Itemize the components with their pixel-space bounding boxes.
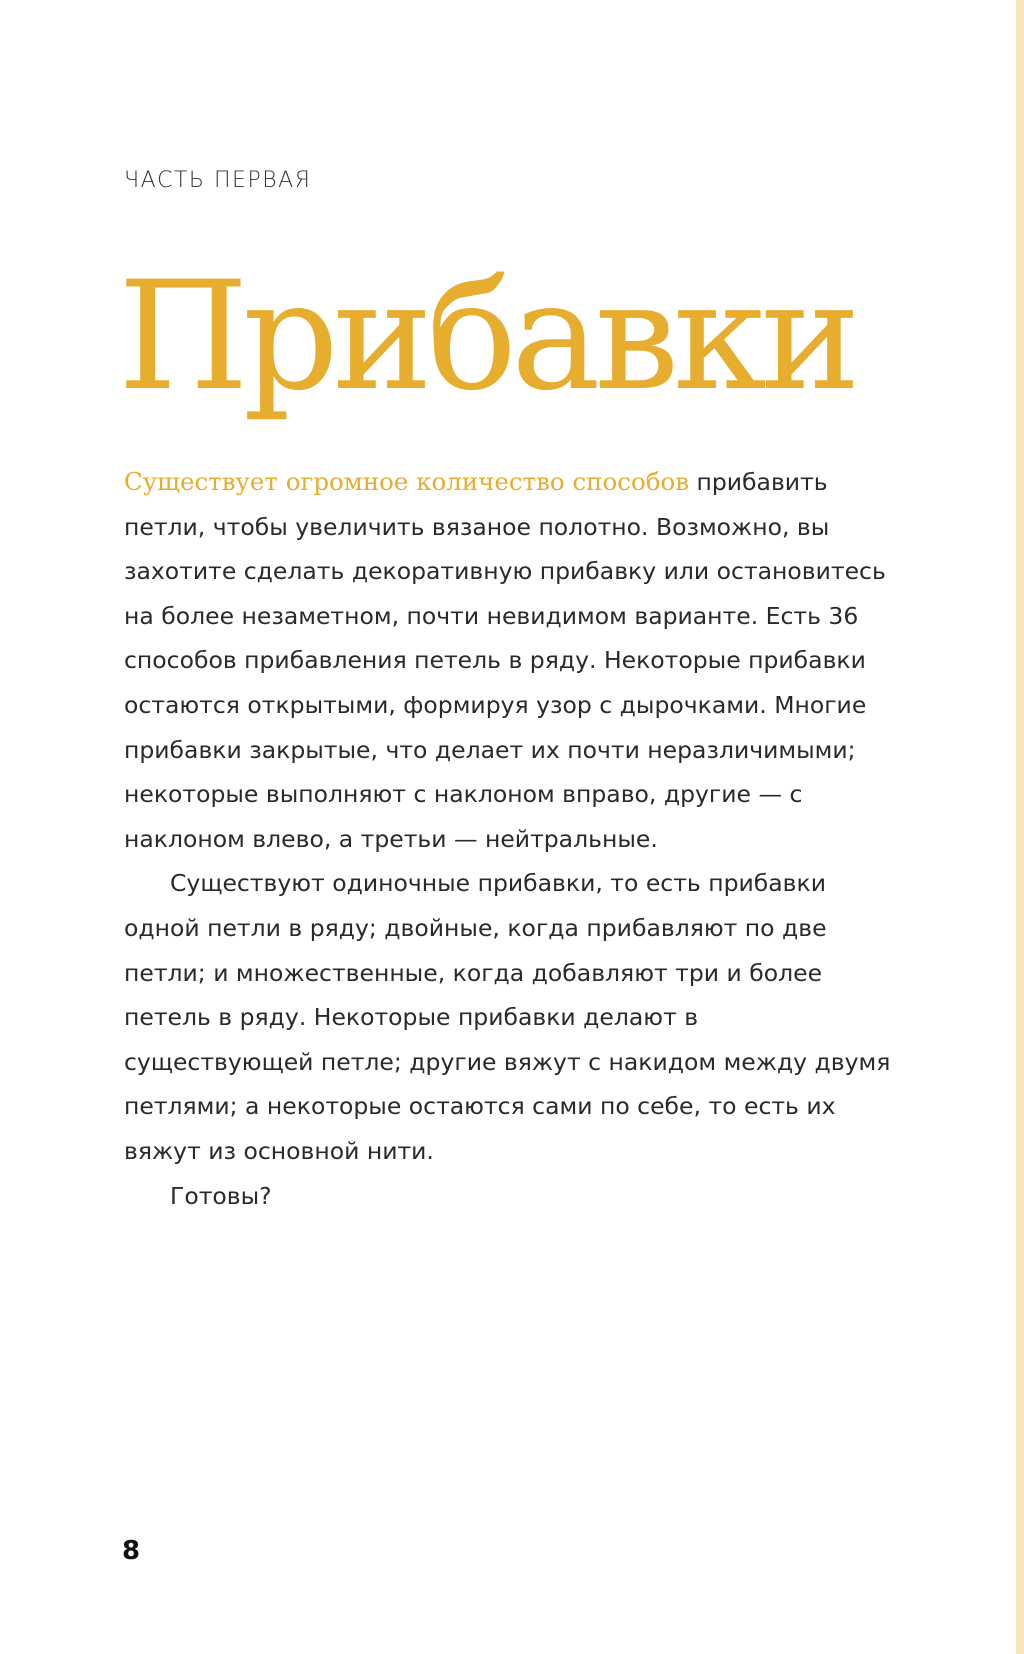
paragraph-1-text: прибавить петли, чтобы увеличить вязаное полотно. Возможно, вы захотите сделать декоративную прибавку или остановитесь на более незаметном, почти невидимом варианте. Есть 36 способов прибавления петель в ряду. Некоторые прибавки остаются открытыми, формируя узор с дырочками. Многие прибавки закрытые, что делает их почти неразличимыми; некоторые выполняют с наклоном вправо, другие — с наклоном влево, а третьи — нейтральные. <box>124 468 886 853</box>
body-text <box>124 460 894 1218</box>
chapter-title: Прибавки <box>118 250 855 424</box>
paragraph-3: Готовы? <box>170 1181 272 1210</box>
paragraph-2: Существуют одиночные прибавки, то есть прибавки одной петли в ряду; двойные, когда прибавляют по две петли; и множественные, когда добавляют три и более петель в ряду. Некоторые прибавки делают в существующей петле; другие вяжут с накидом между двумя петлями; а некоторые остаются сами по себе, то есть их вяжут из основной нити. <box>124 869 891 1165</box>
lead-phrase: Существует огромное количество способов <box>124 467 690 496</box>
paragraph-1 <box>124 460 894 861</box>
page-edge-strip <box>1016 0 1024 1654</box>
page-number: 8 <box>122 1536 141 1566</box>
part-label: ЧАСТЬ ПЕРВАЯ <box>124 168 312 193</box>
